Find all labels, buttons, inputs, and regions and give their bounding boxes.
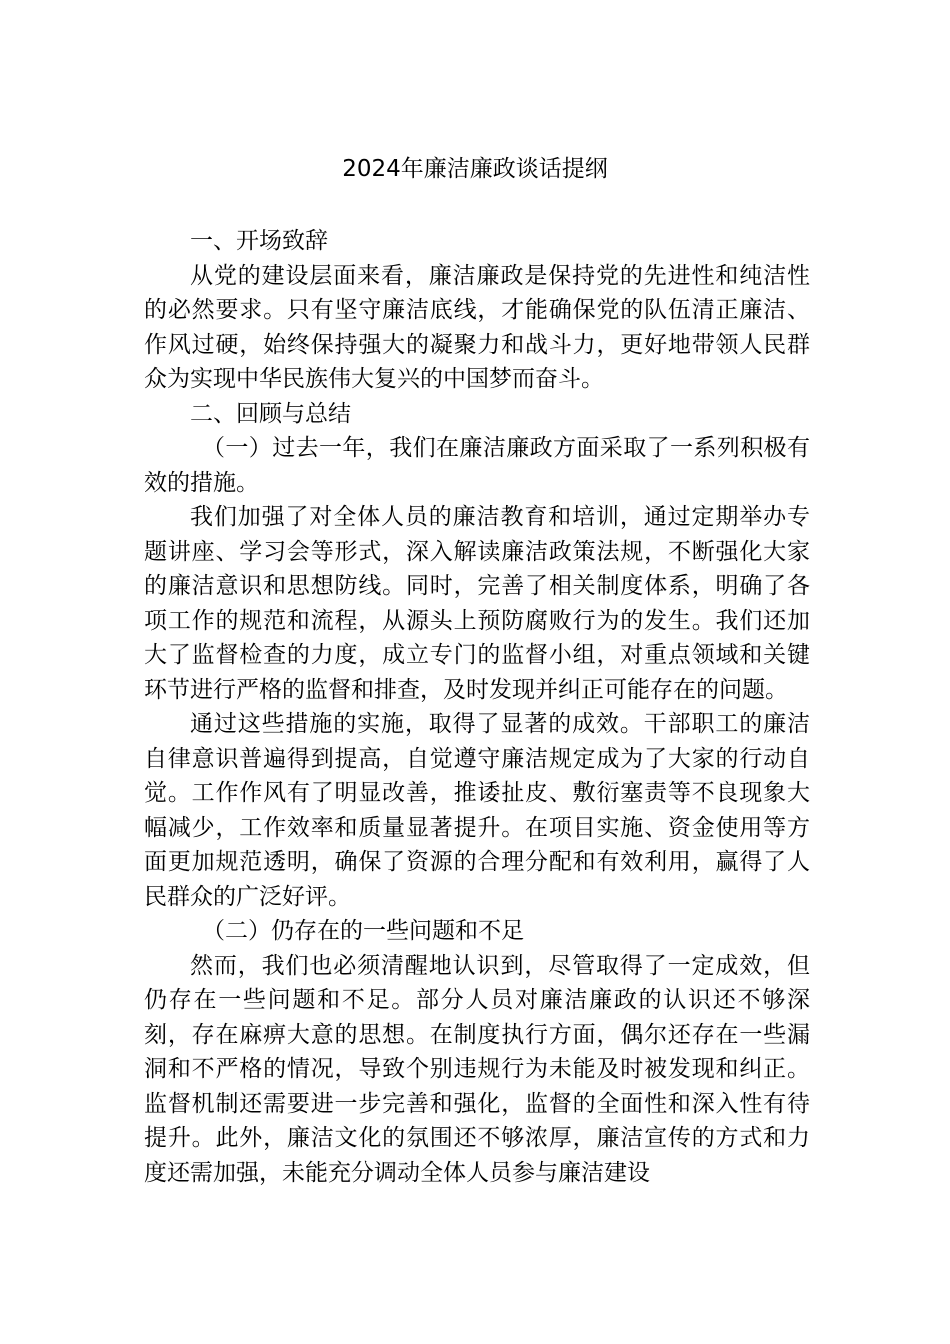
document-body — [144, 224, 810, 1190]
paragraph-problems: 然而，我们也必须清醒地认识到，尽管取得了一定成效，但仍存在一些问题和不足。部分人员对廉洁廉政的认识还不够深刻，存在麻痹大意的思想。在制度执行方面，偶尔还存在一些漏洞和不严格的情况，导致个别违规行为未能及时被发现和纠正。监督机制还需要进一步完善和强化，监督的全面性和深入性有待提升。此外，廉洁文化的氛围还不够浓厚，廉洁宣传的方式和力度还需加强，未能充分调动全体人员参与廉洁建设 — [144, 952, 810, 1186]
paragraph-opening-remarks: 从党的建设层面来看，廉洁廉政是保持党的先进性和纯洁性的必然要求。只有坚守廉洁底线，才能确保党的队伍清正廉洁、作风过硬，始终保持强大的凝聚力和战斗力，更好地带领人民群众为实现中华民族伟大复兴的中国梦而奋斗。 — [144, 262, 810, 392]
paragraph-measures: 我们加强了对全体人员的廉洁教育和培训，通过定期举办专题讲座、学习会等形式，深入解读廉洁政策法规，不断强化大家的廉洁意识和思想防线。同时，完善了相关制度体系，明确了各项工作的规范和流程，从源头上预防腐败行为的发生。我们还加大了监督检查的力度，成立专门的监督小组，对重点领域和关键环节进行严格的监督和排查，及时发现并纠正可能存在的问题。 — [144, 504, 810, 703]
document-title: 2024年廉洁廉政谈话提纲 — [342, 156, 608, 182]
paragraph-results: 通过这些措施的实施，取得了显著的成效。干部职工的廉洁自律意识普遍得到提高，自觉遵守廉洁规定成为了大家的行动自觉。工作作风有了明显改善，推诿扯皮、敷衍塞责等不良现象大幅减少，工作效率和质量显著提升。在项目实施、资金使用等方面更加规范透明，确保了资源的合理分配和有效利用，赢得了人民群众的广泛好评。 — [144, 711, 810, 910]
subheading-measures: （一）过去一年，我们在廉洁廉政方面采取了一系列积极有效的措施。 — [144, 435, 810, 496]
subheading-problems: （二）仍存在的一些问题和不足 — [202, 918, 524, 944]
section-heading-review: 二、回顾与总结 — [190, 400, 351, 427]
section-heading-opening: 一、开场致辞 — [190, 228, 328, 254]
